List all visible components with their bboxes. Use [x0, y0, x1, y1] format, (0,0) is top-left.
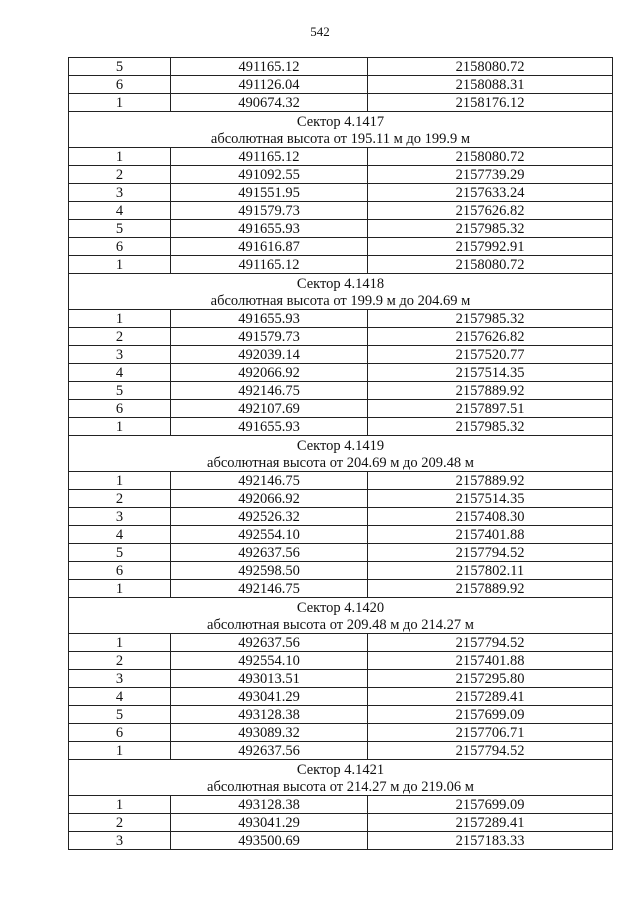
x-coordinate-cell: 493128.38	[171, 796, 368, 814]
point-number-cell: 6	[69, 76, 171, 94]
sector-altitude: абсолютная высота от 214.27 м до 219.06 м	[69, 778, 613, 796]
y-coordinate-cell: 2157739.29	[368, 166, 613, 184]
y-coordinate-cell: 2158176.12	[368, 94, 613, 112]
x-coordinate-cell: 492637.56	[171, 742, 368, 760]
y-coordinate-cell: 2157985.32	[368, 310, 613, 328]
table-row	[69, 418, 613, 436]
table-row	[69, 220, 613, 238]
y-coordinate-cell: 2157802.11	[368, 562, 613, 580]
table-row	[69, 76, 613, 94]
point-number-cell: 5	[69, 58, 171, 76]
x-coordinate-cell: 493089.32	[171, 724, 368, 742]
table-row	[69, 58, 613, 76]
x-coordinate-cell: 492066.92	[171, 364, 368, 382]
sector-title: Сектор 4.1417	[69, 112, 613, 131]
table-row	[69, 706, 613, 724]
point-number-cell: 1	[69, 472, 171, 490]
point-number-cell: 1	[69, 148, 171, 166]
point-number-cell: 1	[69, 310, 171, 328]
y-coordinate-cell: 2157992.91	[368, 238, 613, 256]
table-row	[69, 166, 613, 184]
point-number-cell: 5	[69, 706, 171, 724]
x-coordinate-cell: 491616.87	[171, 238, 368, 256]
sector-header-row	[69, 274, 613, 293]
point-number-cell: 1	[69, 418, 171, 436]
sector-altitude: абсолютная высота от 195.11 м до 199.9 м	[69, 130, 613, 148]
sector-altitude-row	[69, 616, 613, 634]
point-number-cell: 6	[69, 724, 171, 742]
sector-altitude: абсолютная высота от 204.69 м до 209.48 м	[69, 454, 613, 472]
point-number-cell: 6	[69, 238, 171, 256]
table-row	[69, 544, 613, 562]
point-number-cell: 4	[69, 202, 171, 220]
point-number-cell: 1	[69, 796, 171, 814]
x-coordinate-cell: 492554.10	[171, 526, 368, 544]
x-coordinate-cell: 491579.73	[171, 328, 368, 346]
y-coordinate-cell: 2157183.33	[368, 832, 613, 850]
table-row	[69, 508, 613, 526]
sector-title: Сектор 4.1419	[69, 436, 613, 455]
point-number-cell: 2	[69, 814, 171, 832]
x-coordinate-cell: 492526.32	[171, 508, 368, 526]
sector-altitude-row	[69, 292, 613, 310]
table-row	[69, 364, 613, 382]
table-row	[69, 94, 613, 112]
point-number-cell: 1	[69, 742, 171, 760]
sector-title: Сектор 4.1421	[69, 760, 613, 779]
x-coordinate-cell: 493041.29	[171, 688, 368, 706]
x-coordinate-cell: 491165.12	[171, 58, 368, 76]
table-row	[69, 742, 613, 760]
y-coordinate-cell: 2157289.41	[368, 814, 613, 832]
y-coordinate-cell: 2157626.82	[368, 202, 613, 220]
x-coordinate-cell: 492066.92	[171, 490, 368, 508]
table-row	[69, 202, 613, 220]
point-number-cell: 4	[69, 364, 171, 382]
point-number-cell: 1	[69, 580, 171, 598]
sector-header-row	[69, 112, 613, 131]
point-number-cell: 3	[69, 832, 171, 850]
table-row	[69, 310, 613, 328]
table-row	[69, 670, 613, 688]
point-number-cell: 4	[69, 688, 171, 706]
y-coordinate-cell: 2157699.09	[368, 796, 613, 814]
table-row	[69, 526, 613, 544]
y-coordinate-cell: 2157633.24	[368, 184, 613, 202]
x-coordinate-cell: 491655.93	[171, 418, 368, 436]
x-coordinate-cell: 492146.75	[171, 472, 368, 490]
sector-header-row	[69, 436, 613, 455]
y-coordinate-cell: 2157794.52	[368, 634, 613, 652]
x-coordinate-cell: 493013.51	[171, 670, 368, 688]
y-coordinate-cell: 2157289.41	[368, 688, 613, 706]
y-coordinate-cell: 2157985.32	[368, 220, 613, 238]
x-coordinate-cell: 492146.75	[171, 580, 368, 598]
x-coordinate-cell: 491579.73	[171, 202, 368, 220]
y-coordinate-cell: 2157401.88	[368, 526, 613, 544]
y-coordinate-cell: 2157401.88	[368, 652, 613, 670]
y-coordinate-cell: 2157794.52	[368, 742, 613, 760]
x-coordinate-cell: 493041.29	[171, 814, 368, 832]
y-coordinate-cell: 2157295.80	[368, 670, 613, 688]
x-coordinate-cell: 492554.10	[171, 652, 368, 670]
table-row	[69, 652, 613, 670]
coordinates-table-body	[69, 58, 613, 850]
y-coordinate-cell: 2157889.92	[368, 382, 613, 400]
point-number-cell: 3	[69, 508, 171, 526]
table-row	[69, 256, 613, 274]
point-number-cell: 2	[69, 652, 171, 670]
y-coordinate-cell: 2157794.52	[368, 544, 613, 562]
x-coordinate-cell: 490674.32	[171, 94, 368, 112]
point-number-cell: 6	[69, 562, 171, 580]
y-coordinate-cell: 2158080.72	[368, 58, 613, 76]
table-row	[69, 328, 613, 346]
table-row	[69, 796, 613, 814]
x-coordinate-cell: 491126.04	[171, 76, 368, 94]
y-coordinate-cell: 2157626.82	[368, 328, 613, 346]
y-coordinate-cell: 2157408.30	[368, 508, 613, 526]
point-number-cell: 5	[69, 382, 171, 400]
table-row	[69, 346, 613, 364]
sector-header-row	[69, 598, 613, 617]
table-row	[69, 400, 613, 418]
point-number-cell: 4	[69, 526, 171, 544]
x-coordinate-cell: 492107.69	[171, 400, 368, 418]
point-number-cell: 1	[69, 256, 171, 274]
x-coordinate-cell: 491092.55	[171, 166, 368, 184]
sector-altitude-row	[69, 778, 613, 796]
x-coordinate-cell: 493500.69	[171, 832, 368, 850]
y-coordinate-cell: 2158088.31	[368, 76, 613, 94]
point-number-cell: 2	[69, 328, 171, 346]
y-coordinate-cell: 2157985.32	[368, 418, 613, 436]
table-row	[69, 688, 613, 706]
point-number-cell: 5	[69, 544, 171, 562]
x-coordinate-cell: 492146.75	[171, 382, 368, 400]
table-row	[69, 634, 613, 652]
y-coordinate-cell: 2157889.92	[368, 472, 613, 490]
table-row	[69, 814, 613, 832]
sector-altitude-row	[69, 454, 613, 472]
sector-header-row	[69, 760, 613, 779]
sector-altitude: абсолютная высота от 199.9 м до 204.69 м	[69, 292, 613, 310]
coordinates-table	[68, 57, 613, 850]
table-row	[69, 472, 613, 490]
x-coordinate-cell: 491165.12	[171, 148, 368, 166]
y-coordinate-cell: 2158080.72	[368, 148, 613, 166]
table-row	[69, 580, 613, 598]
x-coordinate-cell: 492039.14	[171, 346, 368, 364]
y-coordinate-cell: 2158080.72	[368, 256, 613, 274]
table-row	[69, 490, 613, 508]
x-coordinate-cell: 491655.93	[171, 220, 368, 238]
table-row	[69, 184, 613, 202]
point-number-cell: 3	[69, 184, 171, 202]
table-row	[69, 148, 613, 166]
x-coordinate-cell: 491551.95	[171, 184, 368, 202]
point-number-cell: 1	[69, 94, 171, 112]
y-coordinate-cell: 2157514.35	[368, 364, 613, 382]
point-number-cell: 3	[69, 670, 171, 688]
point-number-cell: 2	[69, 490, 171, 508]
table-row	[69, 832, 613, 850]
sector-altitude: абсолютная высота от 209.48 м до 214.27 м	[69, 616, 613, 634]
page-number: 542	[310, 24, 330, 39]
table-row	[69, 238, 613, 256]
point-number-cell: 2	[69, 166, 171, 184]
x-coordinate-cell: 493128.38	[171, 706, 368, 724]
y-coordinate-cell: 2157520.77	[368, 346, 613, 364]
sector-altitude-row	[69, 130, 613, 148]
table-row	[69, 724, 613, 742]
point-number-cell: 6	[69, 400, 171, 418]
x-coordinate-cell: 491165.12	[171, 256, 368, 274]
point-number-cell: 5	[69, 220, 171, 238]
point-number-cell: 1	[69, 634, 171, 652]
y-coordinate-cell: 2157706.71	[368, 724, 613, 742]
point-number-cell: 3	[69, 346, 171, 364]
x-coordinate-cell: 492637.56	[171, 544, 368, 562]
sector-title: Сектор 4.1420	[69, 598, 613, 617]
y-coordinate-cell: 2157889.92	[368, 580, 613, 598]
table-row	[69, 382, 613, 400]
y-coordinate-cell: 2157897.51	[368, 400, 613, 418]
y-coordinate-cell: 2157514.35	[368, 490, 613, 508]
table-row	[69, 562, 613, 580]
x-coordinate-cell: 491655.93	[171, 310, 368, 328]
x-coordinate-cell: 492637.56	[171, 634, 368, 652]
y-coordinate-cell: 2157699.09	[368, 706, 613, 724]
x-coordinate-cell: 492598.50	[171, 562, 368, 580]
sector-title: Сектор 4.1418	[69, 274, 613, 293]
